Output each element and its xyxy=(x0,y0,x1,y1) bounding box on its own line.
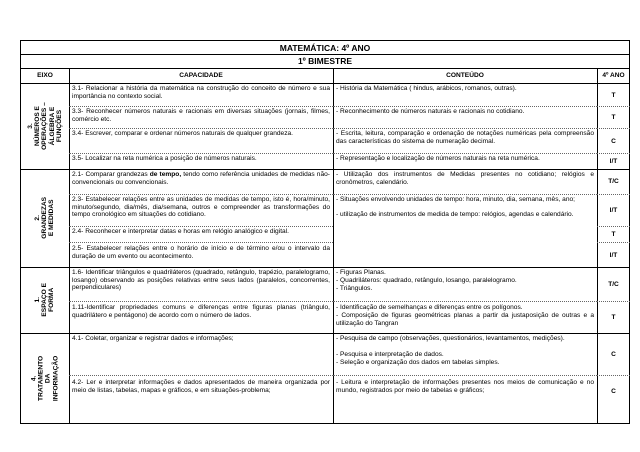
capacidade-2-3: 2.3- Estabelecer relações entre as unidades de medidas de tempo, isto é, hora/minuto, minuto/segundo, dia/mês, dia/semana, outros e compreender as transformações do tempo cronológico em situações do cotidiano. xyxy=(72,196,330,219)
header-ano: 4º ANO xyxy=(602,71,625,79)
conteudo-unidades-tempo: - Situações envolvendo unidades de tempo: hora, minuto, dia, semana, mês, ano; xyxy=(336,196,575,203)
conteudo-pesquisa-dados: - Pesquisa e interpretação de dados. xyxy=(336,351,444,358)
conteudo-instrumentos: - Utilização dos instrumentos de Medidas presentes no cotidiano; relógios e cronômetros, calendário. xyxy=(336,171,594,186)
capacidade-3-3: 3.3- Reconhecer números naturais e racionais em diversas situações (jornais, filmes, comércio etc. xyxy=(72,108,330,123)
level-4-1: C xyxy=(611,350,616,358)
capacidade-4-1: 4.1- Coletar, organizar e registrar dados e informações; xyxy=(72,335,234,342)
capacidade-2-5: 2.5- Estabelecer relações entre o horário de início e de término e/ou o intervalo da duração de um evento ou acontecimento. xyxy=(72,245,330,260)
level-2-3: I/T xyxy=(609,207,618,214)
conteudo-semelhancas: - Identificação de semelhanças e diferenças entre os polígonos. xyxy=(336,304,523,311)
eixo-label: 4. TRATAMENTO DA INFORMAÇÃO xyxy=(30,355,60,402)
conteudo-leitura: - Leitura e interpretação de informações presentes nos meios de comunicação e no mundo, registrados por meio de tabelas e gráficos; xyxy=(336,379,594,394)
conteudo-figuras-planas: - Figuras Planas. xyxy=(336,269,386,276)
conteudo-triangulos: - Triângulos. xyxy=(336,285,373,292)
capacidade-2-1-pre: 2.1- Comparar grandezas xyxy=(72,171,150,178)
eixo-label: 1. ESPAÇO E FORMA xyxy=(34,283,56,317)
conteudo-selecao: - Seleção e organização dos dados em tabelas simples. xyxy=(336,359,500,366)
conteudo-composicao: - Composição de figuras geométricas planas a partir da justaposição de outras e a utilização do Tangran xyxy=(336,312,594,327)
table-subtitle: 1º BIMESTRE xyxy=(297,56,353,66)
eixo-espaco-forma xyxy=(21,267,69,333)
capacidade-4-2: 4.2- Ler e interpretar informações e dados apresentados de maneira organizada por meio de listas, tabelas, mapas e gráficos, e em situações-problema; xyxy=(72,379,330,394)
header-capacidade: CAPACIDADE xyxy=(179,71,223,79)
level-4-2: C xyxy=(611,387,616,395)
capacidade-1-11: 1.11-Identificar propriedades comuns e diferenças entre figuras planas (triângulo, quadrilátero e pentágono) de acordo com o número de lados. xyxy=(72,304,330,319)
eixo-tratamento-informacao xyxy=(21,333,69,424)
level-1-6: T/C xyxy=(608,280,619,288)
level-2-1: T/C xyxy=(608,178,619,185)
level-2-4: T xyxy=(611,230,616,238)
level-2-5: I/T xyxy=(609,251,618,259)
conteudo-escrita: - Escrita, leitura, comparação e ordenação de notações numéricas pela compreensão das características do sistema de numeração decimal. xyxy=(336,130,594,145)
capacidade-3-1: 3.1- Relacionar a história da matemática na construção do conceito de número e sua importância no contexto social. xyxy=(72,85,330,100)
capacidade-1-6: 1.6- Identificar triângulos e quadriláteros (quadrado, retângulo, trapézio, paralelogramo, losango) observando as posições relativas entre seus lados (paralelos, concorrentes, perpendiculares) xyxy=(72,269,330,292)
level-1-11: T xyxy=(611,314,616,321)
level-3-1: T xyxy=(611,91,616,99)
conteudo-reta: - Representação e localização de números naturais na reta numérica. xyxy=(336,155,540,162)
conteudo-pesquisa-campo: - Pesquisa de campo (observações, questionários, levantamentos, medições). xyxy=(336,335,565,342)
capacidade-3-4: 3.4- Escrever, comparar e ordenar números naturais de qualquer grandeza. xyxy=(72,130,294,137)
eixo-grandezas-medidas xyxy=(21,169,69,267)
header-conteudo: CONTEÚDO xyxy=(446,71,484,79)
eixo-label: 3. NÚMEROS E OPERAÇÕES – ÁLGEBRA E FUNÇÕES xyxy=(26,102,63,150)
capacidade-2-1-bold: de tempo, xyxy=(149,171,182,178)
conteudo-quadrilateros: - Quadriláteros: quadrado, retângulo, losango, paralelogramo. xyxy=(336,277,517,284)
level-3-5: I/T xyxy=(609,157,618,165)
table-title: MATEMÁTICA: 4º ANO xyxy=(279,42,371,53)
capacidade-2-4: 2.4- Reconhecer e interpretar datas e horas em relógio analógico e digital. xyxy=(72,228,289,235)
curriculum-table xyxy=(20,40,630,424)
capacidade-3-5: 3.5- Localizar na reta numérica a posição de números naturais. xyxy=(72,155,257,162)
level-3-3: T xyxy=(611,114,616,121)
conteudo-relogios: - utilização de instrumentos de medida de tempo: relógios, agendas e calendário. xyxy=(336,211,574,218)
eixo-label: 2. GRANDEZAS E MEDIDAS xyxy=(34,197,56,239)
conteudo-historia: - História da Matemática ( hindus, arábicos, romanos, outras). xyxy=(336,85,517,92)
capacidade-2-1-post: tendo como referência unidades de medidas não-convencionais ou convencionais. xyxy=(72,171,330,186)
capacidade-2-1 xyxy=(69,170,333,193)
level-3-4: C xyxy=(611,137,616,145)
eixo-numeros-operacoes xyxy=(21,83,69,169)
conteudo-reconhecimento: - Reconhecimento de números naturais e racionais no cotidiano. xyxy=(336,108,525,115)
header-eixo: EIXO xyxy=(37,71,53,79)
